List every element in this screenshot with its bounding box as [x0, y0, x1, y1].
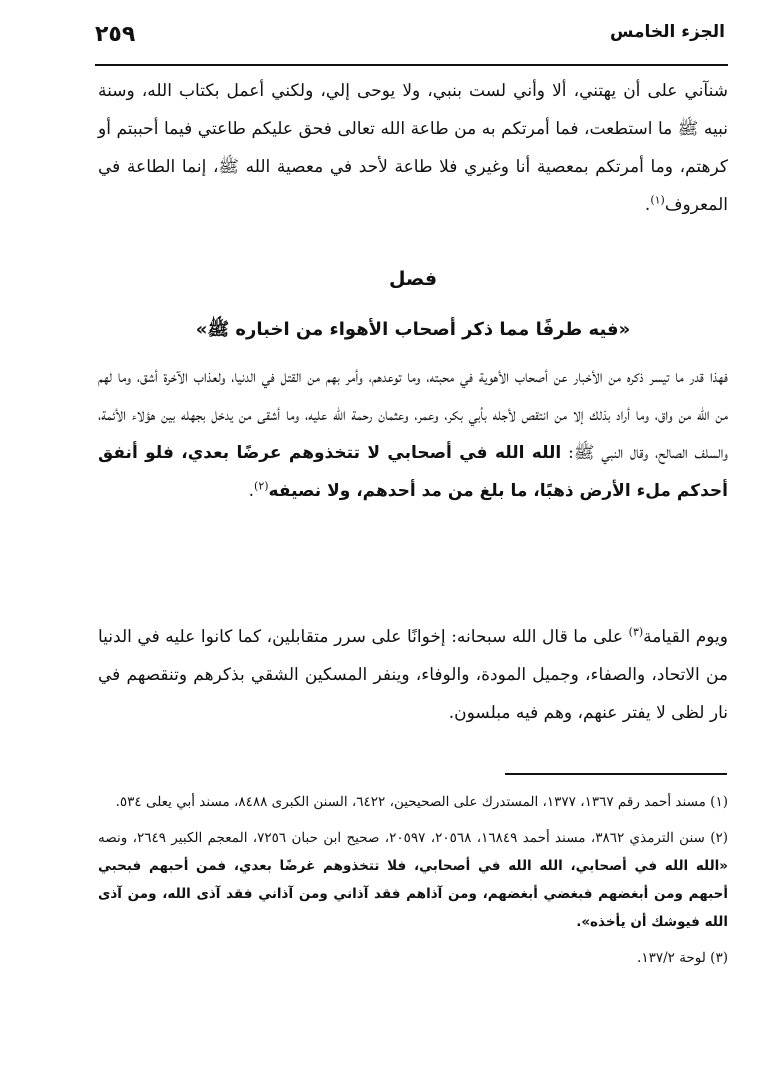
- footnote-text: لوحة ١٣٧/٢.: [637, 950, 706, 966]
- footnote-marker: (٢): [710, 830, 729, 846]
- footnote-rule: [505, 773, 727, 775]
- paragraph-1-text: شنآني على أن يهتني، ألا وأني لست بنبي، ولا يوحى إلي، ولكني أعمل بكتاب الله، وسنة نبيه ﷺ ما استطعت، فما أمرتكم به من طاعة الله تعالى فحق عليكم طاعتي فيما أحببتم أو كرهتم، وما أمرتكم بمعصية أنا وغيري فلا طاعة لأحد في معصية الله ﷺ، إنما الطاعة في المعروف: [98, 81, 728, 215]
- hadith-quote: الله الله في أصحابي لا تتخذوهم عرضًا بعدي، فلو أنفق أحدكم ملء الأرض ذهبًا، ما بلغ من مد أحدهم، ولا نصيفه: [98, 443, 728, 501]
- footnote-marker: (٣): [710, 950, 728, 966]
- paragraph-3-text: على ما قال الله سبحانه: إخوانًا على سرر متقابلين، كما كانوا عليه في الدنيا من الاتحاد، والصفاء، وجميل المودة، والوفاء، وينفر المسكين الشقي بذكرهم وتنقصهم في نار لظى لا يفتر عنهم، وهم فيه مبلسون.: [98, 627, 728, 723]
- header-rule: [95, 64, 728, 66]
- section-heading: فصل: [388, 268, 438, 290]
- footnote-ref-1: (١): [650, 193, 665, 207]
- footnote-hadith: «الله الله في أصحابي، الله الله في أصحابي، فلا تتخذوهم غرضًا بعدي، فمن أحبهم فبحبي أحبهم ومن أبغضهم فبغضي أبغضهم، ومن آذاهم فقد آذاني ومن آذاني فقد آذى الله، ومن آذى الله فيوشك أن يأخذه».: [98, 858, 728, 930]
- paragraph-3: [98, 618, 728, 732]
- page-header: [95, 20, 725, 60]
- footnote-2: [98, 824, 728, 936]
- footnotes: [98, 788, 728, 980]
- section-subheading: «فيه طرفًا مما ذكر أصحاب الأهواء من اخباره ﷺ»: [195, 319, 631, 340]
- paragraph-3-lead: ويوم القيامة: [643, 627, 728, 647]
- footnote-marker: (١): [710, 794, 728, 810]
- footnote-1: [98, 788, 728, 816]
- footnote-text: مسند أحمد رقم ١٣٦٧، ١٣٧٧، المستدرك على الصحيحين، ٦٤٢٢، السنن الكبرى ٨٤٨٨، مسند أبي يعلى ٥٣٤.: [115, 794, 706, 810]
- paragraph-1: [98, 72, 728, 224]
- footnote-text: سنن الترمذي ٣٨٦٢، مسند أحمد ١٦٨٤٩، ٢٠٥٦٨، ٢٠٥٩٧، صحيح ابن حبان ٧٢٥٦، المعجم الكبير ٢٦٤٩، ونصه: [98, 830, 705, 846]
- paragraph-1-end: .: [644, 195, 651, 215]
- paragraph-2-text: فهذا قدر ما تيسر ذكره من الأخبار عن أصحاب الأهوية في محبته، وما توعدهم، وأمر بهم من القتل في الدنيا، ولعذاب الآخرة أشق، وما لهم من الله من واق، وما أراد بذلك إلا من انتقص لأجله بأبي بكر، وعمر، وعثمان رحمة الله عليه، وما أشقى من يدخل بجهله بين هؤلاء الأئمة، والسلف الصالح، وقال النبي ﷺ:: [98, 367, 728, 463]
- paragraph-2-end: .: [248, 481, 255, 501]
- footnote-3: [98, 944, 728, 972]
- footnote-ref-2: (٢): [254, 479, 269, 493]
- footnote-ref-3: (٣): [628, 625, 644, 639]
- running-header: الجزء الخامس: [609, 22, 725, 42]
- paragraph-2: [98, 358, 728, 510]
- page-number: ٢٥٩: [95, 22, 136, 47]
